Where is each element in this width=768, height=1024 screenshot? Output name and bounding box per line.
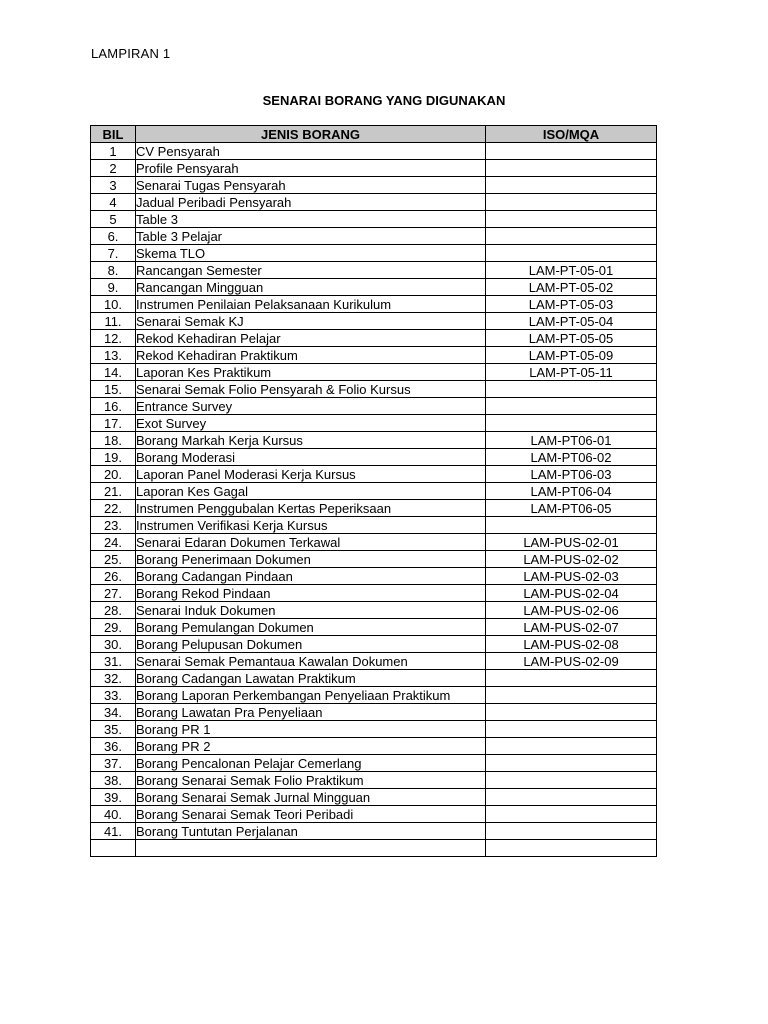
row-number-cell: 24. (91, 534, 136, 551)
iso-code-cell (486, 755, 657, 772)
form-name-cell: Borang Pencalonan Pelajar Cemerlang (136, 755, 486, 772)
form-name-cell: Borang PR 1 (136, 721, 486, 738)
table-row (91, 143, 657, 160)
iso-code-cell: LAM-PUS-02-07 (486, 619, 657, 636)
table-row (91, 500, 657, 517)
row-number-cell: 29. (91, 619, 136, 636)
table-row (91, 602, 657, 619)
form-name-cell: Rancangan Mingguan (136, 279, 486, 296)
table-row (91, 704, 657, 721)
row-number-cell: 9. (91, 279, 136, 296)
iso-code-cell: LAM-PUS-02-03 (486, 568, 657, 585)
form-name-cell: Jadual Peribadi Pensyarah (136, 194, 486, 211)
table-row (91, 534, 657, 551)
form-name-cell: Laporan Kes Praktikum (136, 364, 486, 381)
row-number-cell: 12. (91, 330, 136, 347)
form-name-cell: Laporan Panel Moderasi Kerja Kursus (136, 466, 486, 483)
table-row (91, 840, 657, 857)
form-name-cell: Instrumen Penggubalan Kertas Peperiksaan (136, 500, 486, 517)
form-name-cell: Entrance Survey (136, 398, 486, 415)
form-name-cell: Rekod Kehadiran Pelajar (136, 330, 486, 347)
table-row (91, 823, 657, 840)
table-row (91, 449, 657, 466)
row-number-cell: 18. (91, 432, 136, 449)
iso-code-cell: LAM-PT-05-11 (486, 364, 657, 381)
table-row (91, 364, 657, 381)
iso-code-cell: LAM-PT06-05 (486, 500, 657, 517)
document-title: SENARAI BORANG YANG DIGUNAKAN (262, 93, 506, 108)
iso-code-cell: LAM-PT-05-03 (486, 296, 657, 313)
form-name-cell: Exot Survey (136, 415, 486, 432)
iso-code-cell: LAM-PT-05-04 (486, 313, 657, 330)
table-row (91, 483, 657, 500)
form-name-cell: Borang PR 2 (136, 738, 486, 755)
form-name-cell: Borang Markah Kerja Kursus (136, 432, 486, 449)
table-row (91, 347, 657, 364)
row-number-cell: 7. (91, 245, 136, 262)
row-number-cell: 22. (91, 500, 136, 517)
row-number-cell: 33. (91, 687, 136, 704)
form-name-cell: Instrumen Penilaian Pelaksanaan Kurikulum (136, 296, 486, 313)
table-row (91, 415, 657, 432)
form-name-cell (136, 840, 486, 857)
row-number-cell: 28. (91, 602, 136, 619)
form-name-cell: Senarai Semak Pemantaua Kawalan Dokumen (136, 653, 486, 670)
iso-code-cell: LAM-PT-05-05 (486, 330, 657, 347)
form-name-cell: Instrumen Verifikasi Kerja Kursus (136, 517, 486, 534)
iso-code-cell (486, 177, 657, 194)
form-name-cell: Borang Moderasi (136, 449, 486, 466)
iso-code-cell (486, 194, 657, 211)
form-name-cell: Borang Penerimaan Dokumen (136, 551, 486, 568)
table-row (91, 687, 657, 704)
iso-code-cell (486, 823, 657, 840)
iso-code-cell (486, 704, 657, 721)
row-number-cell: 4 (91, 194, 136, 211)
iso-code-cell (486, 228, 657, 245)
iso-code-cell (486, 840, 657, 857)
row-number-cell: 38. (91, 772, 136, 789)
row-number-cell: 23. (91, 517, 136, 534)
row-number-cell: 10. (91, 296, 136, 313)
iso-code-cell: LAM-PT06-01 (486, 432, 657, 449)
table-row (91, 721, 657, 738)
table-row (91, 330, 657, 347)
form-name-cell: Skema TLO (136, 245, 486, 262)
table-row (91, 177, 657, 194)
form-name-cell: Laporan Kes Gagal (136, 483, 486, 500)
forms-table (90, 125, 657, 857)
form-name-cell: Borang Cadangan Pindaan (136, 568, 486, 585)
table-row (91, 466, 657, 483)
iso-code-cell (486, 670, 657, 687)
iso-code-cell (486, 398, 657, 415)
row-number-cell: 16. (91, 398, 136, 415)
table-row (91, 619, 657, 636)
row-number-cell (91, 840, 136, 857)
row-number-cell: 8. (91, 262, 136, 279)
row-number-cell: 13. (91, 347, 136, 364)
iso-code-cell: LAM-PUS-02-08 (486, 636, 657, 653)
row-number-cell: 11. (91, 313, 136, 330)
table-row (91, 806, 657, 823)
form-name-cell: Senarai Tugas Pensyarah (136, 177, 486, 194)
iso-code-cell: LAM-PT06-04 (486, 483, 657, 500)
iso-code-cell: LAM-PT06-03 (486, 466, 657, 483)
row-number-cell: 20. (91, 466, 136, 483)
row-number-cell: 34. (91, 704, 136, 721)
iso-code-cell: LAM-PT-05-09 (486, 347, 657, 364)
form-name-cell: CV Pensyarah (136, 143, 486, 160)
iso-code-cell (486, 738, 657, 755)
form-name-cell: Borang Pemulangan Dokumen (136, 619, 486, 636)
table-row (91, 585, 657, 602)
table-row (91, 194, 657, 211)
iso-code-cell: LAM-PT-05-02 (486, 279, 657, 296)
table-row (91, 228, 657, 245)
iso-code-cell (486, 806, 657, 823)
table-row (91, 738, 657, 755)
form-name-cell: Borang Senarai Semak Jurnal Mingguan (136, 789, 486, 806)
table-row (91, 211, 657, 228)
form-name-cell: Table 3 (136, 211, 486, 228)
row-number-cell: 14. (91, 364, 136, 381)
form-name-cell: Rancangan Semester (136, 262, 486, 279)
table-row (91, 551, 657, 568)
table-row (91, 772, 657, 789)
row-number-cell: 26. (91, 568, 136, 585)
form-name-cell: Borang Senarai Semak Teori Peribadi (136, 806, 486, 823)
row-number-cell: 19. (91, 449, 136, 466)
table-row (91, 279, 657, 296)
row-number-cell: 30. (91, 636, 136, 653)
row-number-cell: 17. (91, 415, 136, 432)
table-row (91, 432, 657, 449)
iso-code-cell: LAM-PUS-02-09 (486, 653, 657, 670)
iso-code-cell (486, 687, 657, 704)
column-header-bil: BIL (91, 126, 136, 143)
table-row (91, 313, 657, 330)
form-name-cell: Borang Tuntutan Perjalanan (136, 823, 486, 840)
form-name-cell: Borang Pelupusan Dokumen (136, 636, 486, 653)
row-number-cell: 21. (91, 483, 136, 500)
row-number-cell: 6. (91, 228, 136, 245)
table-row (91, 517, 657, 534)
row-number-cell: 15. (91, 381, 136, 398)
table-row (91, 296, 657, 313)
header-label: LAMPIRAN 1 (91, 46, 171, 61)
form-name-cell: Table 3 Pelajar (136, 228, 486, 245)
row-number-cell: 36. (91, 738, 136, 755)
row-number-cell: 1 (91, 143, 136, 160)
table-row (91, 160, 657, 177)
row-number-cell: 35. (91, 721, 136, 738)
form-name-cell: Borang Laporan Perkembangan Penyeliaan Praktikum (136, 687, 486, 704)
form-name-cell: Rekod Kehadiran Praktikum (136, 347, 486, 364)
iso-code-cell: LAM-PT-05-01 (486, 262, 657, 279)
row-number-cell: 5 (91, 211, 136, 228)
form-name-cell: Borang Cadangan Lawatan Praktikum (136, 670, 486, 687)
form-name-cell: Senarai Edaran Dokumen Terkawal (136, 534, 486, 551)
table-row (91, 245, 657, 262)
row-number-cell: 2 (91, 160, 136, 177)
row-number-cell: 27. (91, 585, 136, 602)
iso-code-cell (486, 160, 657, 177)
iso-code-cell: LAM-PT06-02 (486, 449, 657, 466)
row-number-cell: 25. (91, 551, 136, 568)
iso-code-cell: LAM-PUS-02-01 (486, 534, 657, 551)
table-row (91, 636, 657, 653)
row-number-cell: 31. (91, 653, 136, 670)
table-row (91, 381, 657, 398)
form-name-cell: Borang Lawatan Pra Penyeliaan (136, 704, 486, 721)
table-body (91, 143, 657, 857)
form-name-cell: Senarai Semak Folio Pensyarah & Folio Kursus (136, 381, 486, 398)
iso-code-cell: LAM-PUS-02-06 (486, 602, 657, 619)
iso-code-cell (486, 245, 657, 262)
iso-code-cell: LAM-PUS-02-02 (486, 551, 657, 568)
row-number-cell: 39. (91, 789, 136, 806)
table-row (91, 262, 657, 279)
form-name-cell: Borang Senarai Semak Folio Praktikum (136, 772, 486, 789)
row-number-cell: 40. (91, 806, 136, 823)
column-header-iso-mqa: ISO/MQA (486, 126, 657, 143)
row-number-cell: 32. (91, 670, 136, 687)
iso-code-cell (486, 517, 657, 534)
table-row (91, 398, 657, 415)
iso-code-cell (486, 381, 657, 398)
table-row (91, 789, 657, 806)
iso-code-cell (486, 721, 657, 738)
form-name-cell: Senarai Induk Dokumen (136, 602, 486, 619)
form-name-cell: Profile Pensyarah (136, 160, 486, 177)
table-header-row (91, 126, 657, 143)
iso-code-cell (486, 772, 657, 789)
iso-code-cell (486, 789, 657, 806)
iso-code-cell: LAM-PUS-02-04 (486, 585, 657, 602)
table-row (91, 568, 657, 585)
form-name-cell: Senarai Semak KJ (136, 313, 486, 330)
form-name-cell: Borang Rekod Pindaan (136, 585, 486, 602)
iso-code-cell (486, 211, 657, 228)
iso-code-cell (486, 143, 657, 160)
row-number-cell: 41. (91, 823, 136, 840)
row-number-cell: 37. (91, 755, 136, 772)
table-row (91, 670, 657, 687)
column-header-jenis-borang: JENIS BORANG (136, 126, 486, 143)
row-number-cell: 3 (91, 177, 136, 194)
table-row (91, 653, 657, 670)
table-row (91, 755, 657, 772)
iso-code-cell (486, 415, 657, 432)
